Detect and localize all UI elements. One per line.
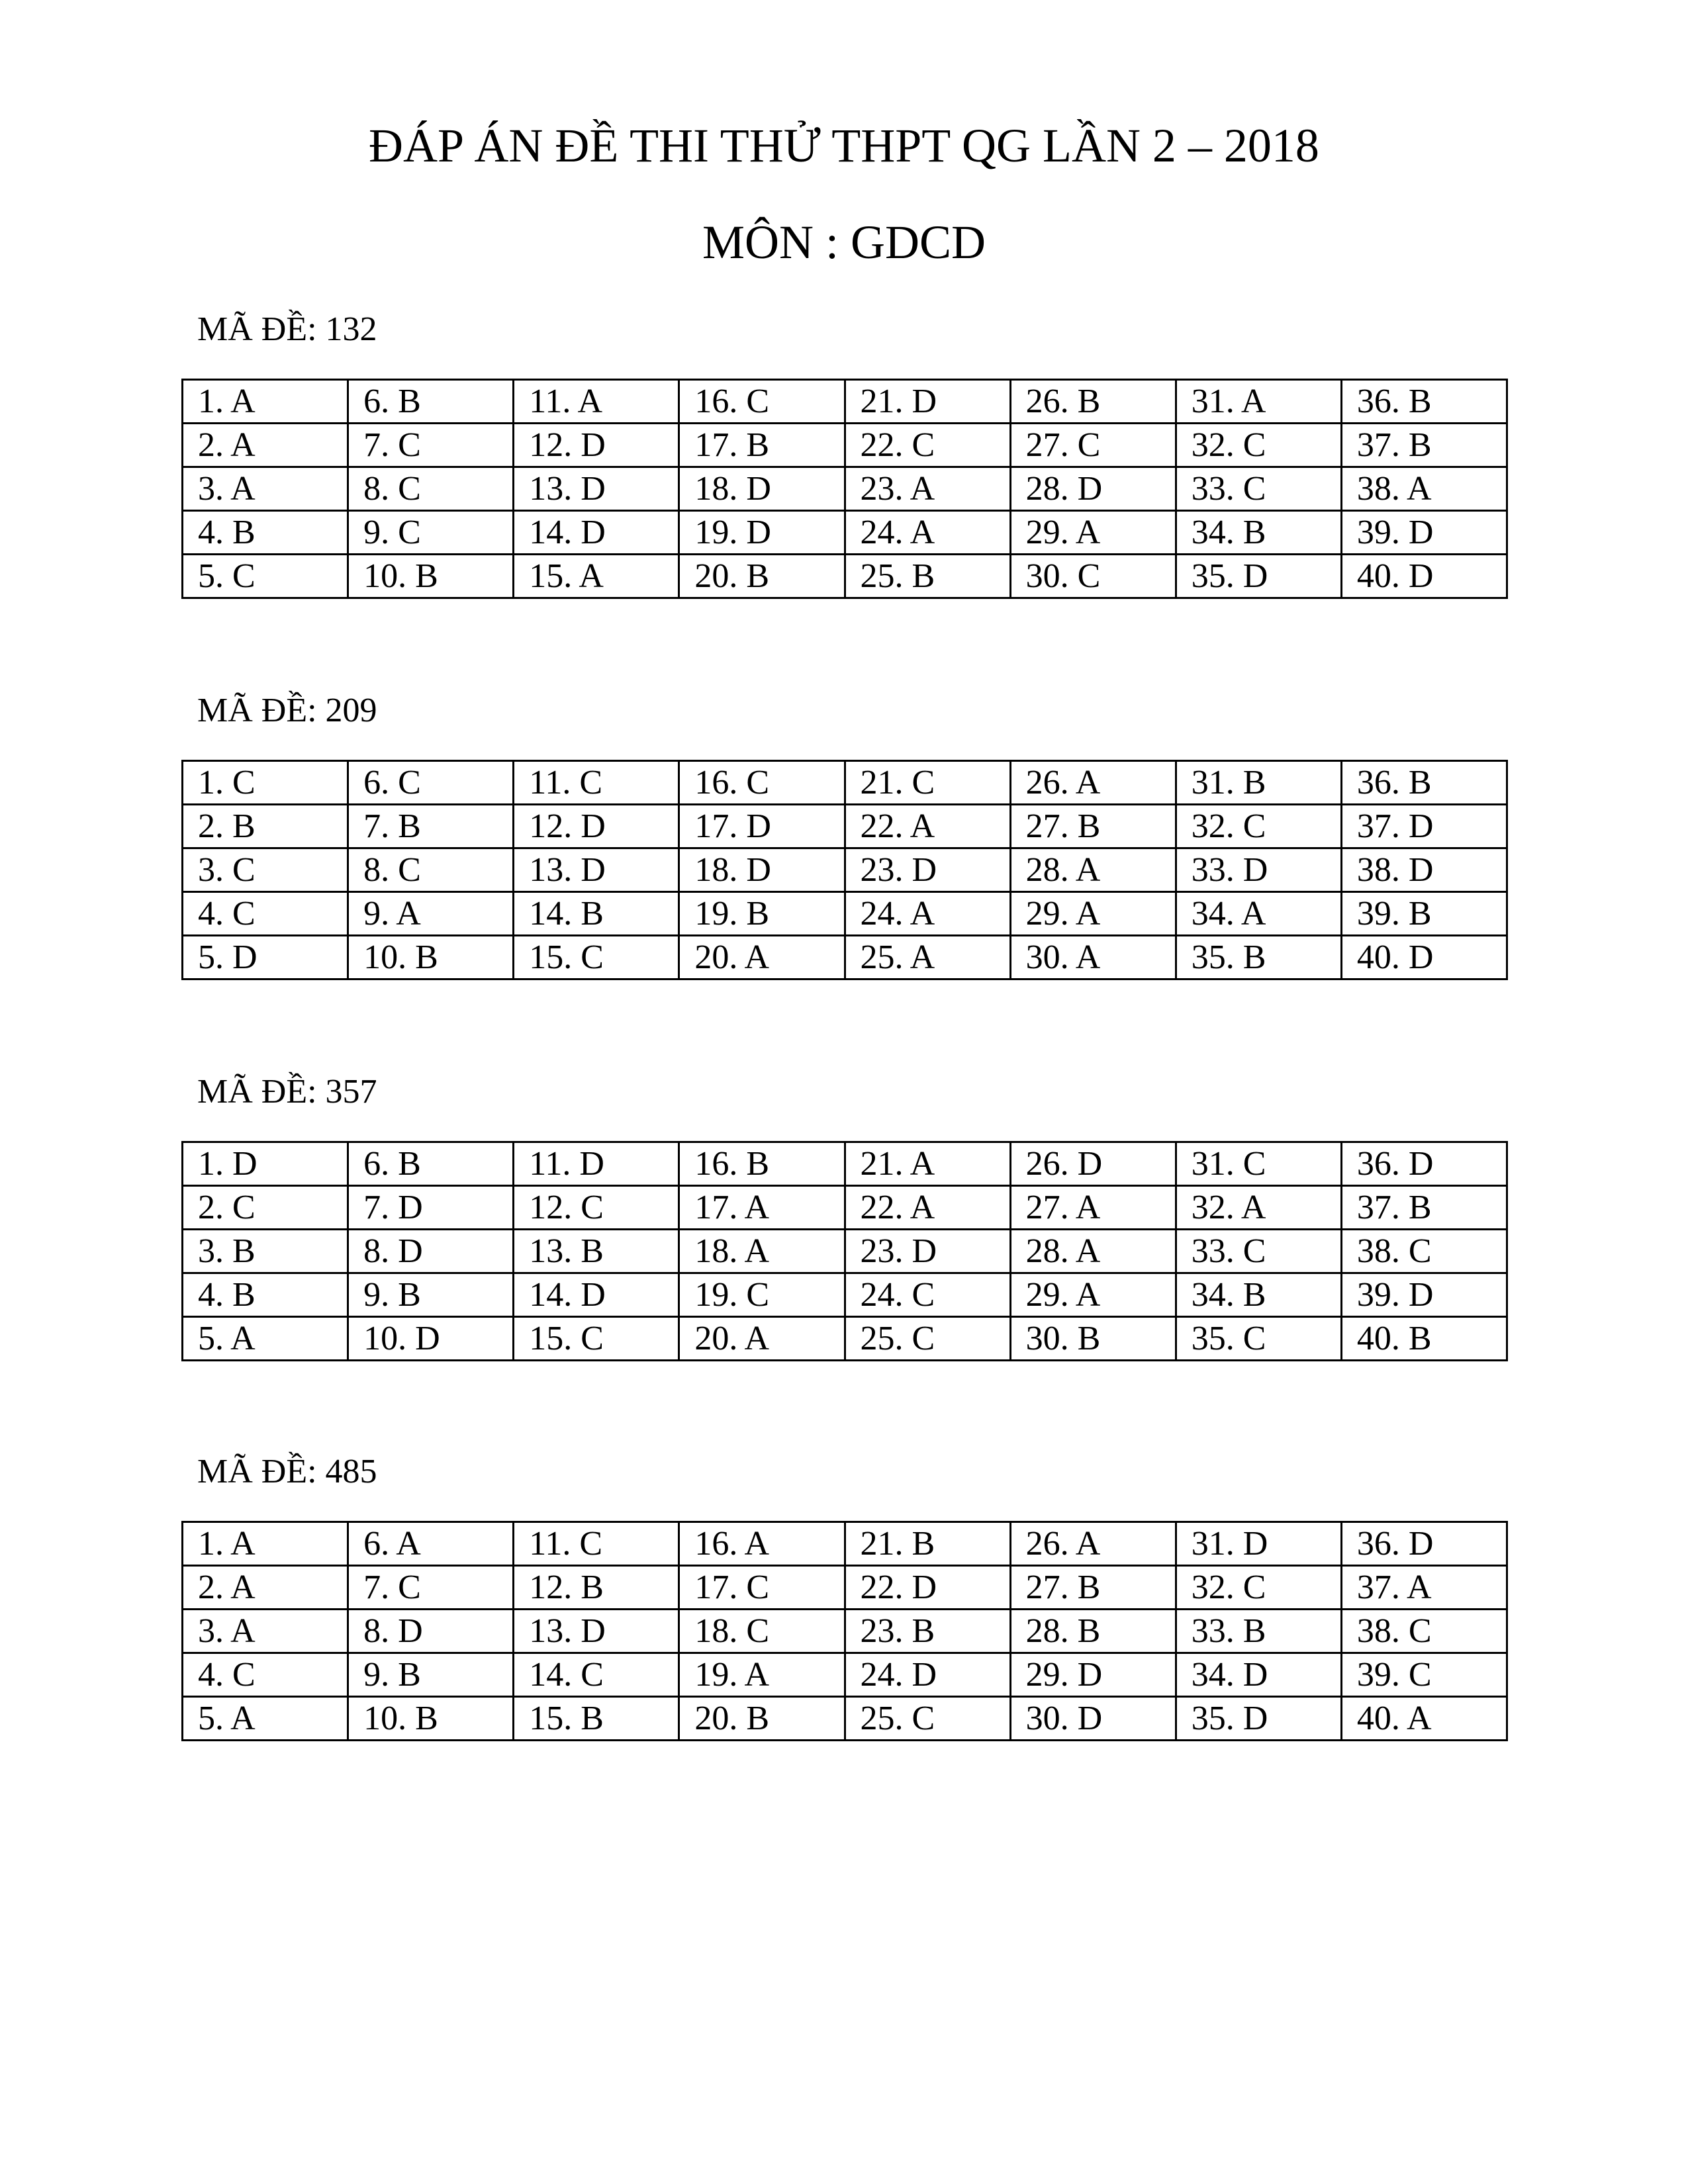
answer-cell: 34. D: [1176, 1653, 1341, 1697]
answer-cell: 7. C: [348, 424, 514, 467]
answer-cell: 30. A: [1010, 936, 1176, 979]
answer-cell: 10. B: [348, 555, 514, 598]
answer-cell: 36. D: [1341, 1522, 1507, 1566]
table-row: [183, 1566, 1507, 1610]
answer-cell: 33. C: [1176, 1230, 1341, 1273]
answer-cell: 7. B: [348, 805, 514, 848]
answer-cell: 1. A: [183, 380, 348, 424]
answer-cell: 6. A: [348, 1522, 514, 1566]
answer-cell: 31. B: [1176, 761, 1341, 805]
page-title: ĐÁP ÁN ĐỀ THI THỬ THPT QG LẦN 2 – 2018: [369, 119, 1319, 172]
answer-cell: 35. D: [1176, 1697, 1341, 1741]
answer-cell: 21. A: [845, 1142, 1010, 1186]
answer-cell: 14. C: [514, 1653, 679, 1697]
answer-cell: 37. A: [1341, 1566, 1507, 1610]
answer-cell: 35. B: [1176, 936, 1341, 979]
answer-cell: 21. C: [845, 761, 1010, 805]
answer-cell: 8. D: [348, 1610, 514, 1653]
answer-cell: 24. A: [845, 892, 1010, 936]
answer-cell: 27. B: [1010, 805, 1176, 848]
answer-cell: 31. D: [1176, 1522, 1341, 1566]
answer-cell: 33. C: [1176, 467, 1341, 511]
answer-cell: 25. A: [845, 936, 1010, 979]
answer-cell: 5. D: [183, 936, 348, 979]
table-row: [183, 424, 1507, 467]
answer-cell: 14. D: [514, 511, 679, 555]
answer-cell: 3. C: [183, 848, 348, 892]
table-row: [183, 380, 1507, 424]
answer-cell: 26. B: [1010, 380, 1176, 424]
answer-cell: 28. A: [1010, 848, 1176, 892]
answer-cell: 23. D: [845, 848, 1010, 892]
answer-cell: 11. D: [514, 1142, 679, 1186]
answer-table: [181, 760, 1508, 980]
answer-cell: 1. A: [183, 1522, 348, 1566]
answer-cell: 3. A: [183, 467, 348, 511]
answer-cell: 14. B: [514, 892, 679, 936]
answer-cell: 5. C: [183, 555, 348, 598]
answer-cell: 13. B: [514, 1230, 679, 1273]
answer-cell: 35. C: [1176, 1317, 1341, 1361]
answer-cell: 40. D: [1341, 936, 1507, 979]
answer-cell: 16. B: [679, 1142, 845, 1186]
answer-cell: 38. D: [1341, 848, 1507, 892]
answer-cell: 32. C: [1176, 424, 1341, 467]
answer-cell: 29. A: [1010, 892, 1176, 936]
answer-cell: 30. B: [1010, 1317, 1176, 1361]
answer-cell: 18. A: [679, 1230, 845, 1273]
answer-cell: 17. B: [679, 424, 845, 467]
answer-cell: 32. C: [1176, 1566, 1341, 1610]
table-row: [183, 892, 1507, 936]
answer-cell: 13. D: [514, 1610, 679, 1653]
answer-cell: 30. D: [1010, 1697, 1176, 1741]
answer-cell: 8. C: [348, 467, 514, 511]
answer-cell: 22. A: [845, 1186, 1010, 1230]
answer-cell: 28. A: [1010, 1230, 1176, 1273]
answer-cell: 4. C: [183, 1653, 348, 1697]
answer-cell: 11. A: [514, 380, 679, 424]
answer-cell: 8. D: [348, 1230, 514, 1273]
answer-cell: 21. D: [845, 380, 1010, 424]
answer-cell: 38. A: [1341, 467, 1507, 511]
answer-table: [181, 379, 1508, 599]
answer-cell: 25. B: [845, 555, 1010, 598]
subject-title: MÔN : GDCD: [702, 216, 986, 269]
answer-cell: 36. D: [1341, 1142, 1507, 1186]
answer-cell: 30. C: [1010, 555, 1176, 598]
answer-cell: 22. C: [845, 424, 1010, 467]
answer-cell: 2. C: [183, 1186, 348, 1230]
answer-cell: 32. C: [1176, 805, 1341, 848]
answer-cell: 18. C: [679, 1610, 845, 1653]
answer-cell: 23. A: [845, 467, 1010, 511]
answer-cell: 40. D: [1341, 555, 1507, 598]
answer-cell: 19. A: [679, 1653, 845, 1697]
answer-cell: 20. A: [679, 1317, 845, 1361]
answer-cell: 37. D: [1341, 805, 1507, 848]
table-row: [183, 761, 1507, 805]
table-row: [183, 1273, 1507, 1317]
table-row: [183, 555, 1507, 598]
answer-cell: 37. B: [1341, 424, 1507, 467]
answer-cell: 9. C: [348, 511, 514, 555]
answer-cell: 19. D: [679, 511, 845, 555]
table-row: [183, 1142, 1507, 1186]
answer-cell: 15. C: [514, 1317, 679, 1361]
answer-cell: 31. C: [1176, 1142, 1341, 1186]
answer-cell: 26. A: [1010, 761, 1176, 805]
answer-cell: 15. C: [514, 936, 679, 979]
answer-cell: 32. A: [1176, 1186, 1341, 1230]
answer-cell: 16. A: [679, 1522, 845, 1566]
answer-cell: 5. A: [183, 1697, 348, 1741]
answer-cell: 19. B: [679, 892, 845, 936]
answer-cell: 2. A: [183, 1566, 348, 1610]
answer-cell: 1. D: [183, 1142, 348, 1186]
answer-cell: 38. C: [1341, 1230, 1507, 1273]
answer-cell: 14. D: [514, 1273, 679, 1317]
answer-cell: 35. D: [1176, 555, 1341, 598]
answer-table: [181, 1141, 1508, 1361]
answer-cell: 39. D: [1341, 1273, 1507, 1317]
answer-cell: 10. D: [348, 1317, 514, 1361]
table-row: [183, 1186, 1507, 1230]
answer-cell: 34. B: [1176, 511, 1341, 555]
answer-cell: 19. C: [679, 1273, 845, 1317]
answer-cell: 25. C: [845, 1317, 1010, 1361]
answer-cell: 16. C: [679, 761, 845, 805]
table-row: [183, 805, 1507, 848]
answer-cell: 12. D: [514, 424, 679, 467]
table-row: [183, 1230, 1507, 1273]
table-row: [183, 511, 1507, 555]
answer-cell: 31. A: [1176, 380, 1341, 424]
answer-cell: 15. A: [514, 555, 679, 598]
answer-cell: 1. C: [183, 761, 348, 805]
answer-cell: 4. C: [183, 892, 348, 936]
answer-cell: 36. B: [1341, 380, 1507, 424]
answer-cell: 17. D: [679, 805, 845, 848]
answer-cell: 4. B: [183, 511, 348, 555]
table-row: [183, 848, 1507, 892]
answer-cell: 26. D: [1010, 1142, 1176, 1186]
answer-cell: 24. D: [845, 1653, 1010, 1697]
answer-cell: 18. D: [679, 467, 845, 511]
answer-cell: 33. B: [1176, 1610, 1341, 1653]
answer-cell: 34. A: [1176, 892, 1341, 936]
answer-cell: 12. C: [514, 1186, 679, 1230]
answer-cell: 16. C: [679, 380, 845, 424]
answer-cell: 27. B: [1010, 1566, 1176, 1610]
answer-cell: 11. C: [514, 1522, 679, 1566]
answer-cell: 36. B: [1341, 761, 1507, 805]
answer-cell: 39. C: [1341, 1653, 1507, 1697]
answer-cell: 9. B: [348, 1653, 514, 1697]
answer-cell: 28. B: [1010, 1610, 1176, 1653]
answer-cell: 38. C: [1341, 1610, 1507, 1653]
answer-cell: 25. C: [845, 1697, 1010, 1741]
answer-cell: 12. B: [514, 1566, 679, 1610]
table-row: [183, 1697, 1507, 1741]
answer-cell: 5. A: [183, 1317, 348, 1361]
answer-cell: 39. B: [1341, 892, 1507, 936]
answer-cell: 9. B: [348, 1273, 514, 1317]
answer-cell: 20. B: [679, 555, 845, 598]
answer-cell: 27. C: [1010, 424, 1176, 467]
answer-cell: 4. B: [183, 1273, 348, 1317]
answer-cell: 3. B: [183, 1230, 348, 1273]
answer-cell: 20. B: [679, 1697, 845, 1741]
answer-cell: 13. D: [514, 467, 679, 511]
table-row: [183, 1317, 1507, 1361]
table-row: [183, 467, 1507, 511]
answer-cell: 10. B: [348, 936, 514, 979]
answer-cell: 29. A: [1010, 511, 1176, 555]
answer-cell: 2. A: [183, 424, 348, 467]
answer-cell: 3. A: [183, 1610, 348, 1653]
answer-cell: 18. D: [679, 848, 845, 892]
answer-cell: 40. A: [1341, 1697, 1507, 1741]
answer-cell: 28. D: [1010, 467, 1176, 511]
answer-cell: 6. B: [348, 380, 514, 424]
answer-cell: 20. A: [679, 936, 845, 979]
answer-cell: 29. D: [1010, 1653, 1176, 1697]
answer-cell: 23. D: [845, 1230, 1010, 1273]
answer-cell: 13. D: [514, 848, 679, 892]
answer-cell: 26. A: [1010, 1522, 1176, 1566]
exam-code-label: MÃ ĐỀ: 357: [197, 1073, 377, 1111]
answer-cell: 6. C: [348, 761, 514, 805]
answer-cell: 15. B: [514, 1697, 679, 1741]
answer-cell: 37. B: [1341, 1186, 1507, 1230]
answer-cell: 10. B: [348, 1697, 514, 1741]
answer-cell: 34. B: [1176, 1273, 1341, 1317]
answer-table: [181, 1521, 1508, 1741]
exam-code-label: MÃ ĐỀ: 209: [197, 692, 377, 729]
table-row: [183, 1522, 1507, 1566]
answer-cell: 11. C: [514, 761, 679, 805]
answer-cell: 22. A: [845, 805, 1010, 848]
answer-cell: 33. D: [1176, 848, 1341, 892]
exam-code-label: MÃ ĐỀ: 132: [197, 310, 377, 348]
table-row: [183, 1653, 1507, 1697]
answer-cell: 17. A: [679, 1186, 845, 1230]
answer-cell: 17. C: [679, 1566, 845, 1610]
answer-cell: 6. B: [348, 1142, 514, 1186]
answer-cell: 9. A: [348, 892, 514, 936]
answer-cell: 2. B: [183, 805, 348, 848]
table-row: [183, 936, 1507, 979]
answer-cell: 8. C: [348, 848, 514, 892]
answer-cell: 23. B: [845, 1610, 1010, 1653]
answer-cell: 29. A: [1010, 1273, 1176, 1317]
answer-cell: 24. C: [845, 1273, 1010, 1317]
answer-cell: 22. D: [845, 1566, 1010, 1610]
table-row: [183, 1610, 1507, 1653]
answer-cell: 39. D: [1341, 511, 1507, 555]
answer-cell: 24. A: [845, 511, 1010, 555]
exam-code-label: MÃ ĐỀ: 485: [197, 1453, 377, 1490]
answer-cell: 7. C: [348, 1566, 514, 1610]
answer-cell: 27. A: [1010, 1186, 1176, 1230]
answer-cell: 21. B: [845, 1522, 1010, 1566]
answer-cell: 7. D: [348, 1186, 514, 1230]
answer-cell: 12. D: [514, 805, 679, 848]
answer-cell: 40. B: [1341, 1317, 1507, 1361]
